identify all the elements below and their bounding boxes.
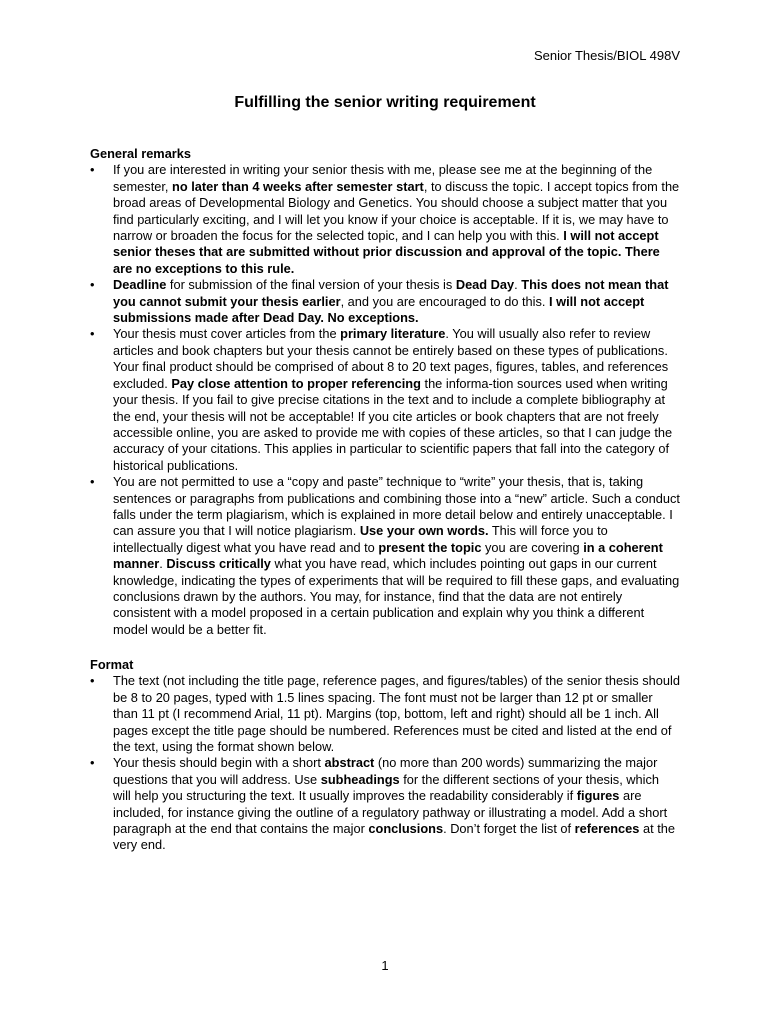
text-run: are included, for instance giving the outline of a regulatory pathway or illustrating a model. Add a short paragraph at the end that contains the major bbox=[113, 788, 668, 837]
text-run: you are covering bbox=[481, 539, 584, 555]
text-run: . You will usually also refer to review articles and book chapters but your thesis cannot be entirely based on these types of publications. Your final product should be comprised of about 8 to 20 text pages, figures, tables, and references excluded. bbox=[113, 326, 669, 391]
text-run: . bbox=[514, 277, 522, 293]
document-title: Fulfilling the senior writing requirement bbox=[234, 94, 536, 111]
text-run: for the different sections of your thesis, which will help you structuring the text. It usually improves the readability considerably if bbox=[113, 771, 660, 804]
bold-text-run: subheadings bbox=[320, 771, 400, 787]
section-heading-general: General remarks bbox=[90, 146, 192, 161]
bullet-item bbox=[90, 277, 680, 326]
bullet-item bbox=[90, 474, 680, 638]
text-run: . Don’t forget the list of bbox=[443, 821, 575, 837]
text-run: for submission of the final version of your thesis is bbox=[166, 277, 456, 293]
text-run: You are not permitted to use a “copy and paste” technique to “write” your thesis, that is, taking sentences or paragraphs from publications and combining those into a “new” article. Such a conduct falls under the term plagiarism, which is explained in more detail below and entirely unacceptable. I can assure you that I will notice plagiarism. bbox=[113, 474, 680, 539]
bullet-item bbox=[90, 673, 680, 755]
format-section bbox=[90, 657, 680, 854]
bold-text-run: Dead Day bbox=[455, 277, 515, 293]
text-run: , to discuss the topic. I accept topics from the broad areas of Developmental Biology and Genetics. You should choose a subject matter that you find particularly exciting, and I will let you know if your choice is acceptable. If it is, we may have to narrow or broaden the focus for the selected topic, and I can help you with this. bbox=[113, 178, 680, 244]
bold-text-run: Pay close attention to proper referencing bbox=[171, 375, 421, 391]
text-run: The text (not including the title page, reference pages, and figures/tables) of the senior thesis should be 8 to 20 pages, typed with 1.5 lines spacing. The font must not be larger than 12 pt or smaller than 11 pt (I recommend Arial, 11 pt). Margins (top, bottom, left and right) should all be 1 inch. All pages except the title page should be numbered. References must be cited and listed at the end of the text, using the format shown below. bbox=[113, 673, 680, 755]
general-remarks-list bbox=[90, 162, 680, 638]
format-list bbox=[90, 673, 680, 853]
text-run: If you are interested in writing your senior thesis with me, please see me at the beginning of the semester, bbox=[113, 162, 653, 194]
text-run: the informa-tion sources used when writing your thesis. If you fail to give precise citations in the text and to include a complete bibliography at the end, your thesis will not be acceptable! If you cite articles or book chapters that are not freely accessible online, you are asked to provide me with copies of these articles, so that I can judge the accuracy of your citations. This applies in particular to scientific papers that fall into the category of historical publications. bbox=[113, 375, 673, 473]
bullet-item bbox=[90, 162, 680, 277]
bold-text-run: references bbox=[574, 821, 640, 837]
general-remarks-section bbox=[90, 146, 680, 638]
bullet-item bbox=[90, 326, 680, 474]
bold-text-run: in a coherent manner bbox=[113, 539, 663, 572]
text-run: This will force you to intellectually digest what you have read and to bbox=[113, 523, 608, 555]
running-header: Senior Thesis/BIOL 498V bbox=[534, 48, 680, 63]
page-number: 1 bbox=[381, 958, 389, 973]
bold-text-run: present the topic bbox=[378, 539, 482, 555]
bold-text-run: This does not mean that you cannot submit your thesis earlier bbox=[113, 277, 669, 309]
section-heading-format: Format bbox=[90, 657, 134, 672]
bold-text-run: figures bbox=[576, 788, 620, 804]
bullet-item bbox=[90, 755, 680, 853]
bold-text-run: primary literature bbox=[340, 326, 446, 342]
bold-text-run: Deadline bbox=[113, 277, 167, 293]
bold-text-run: Discuss critically bbox=[166, 556, 271, 572]
text-run: . bbox=[159, 556, 167, 572]
text-run: what you have read, which includes pointing out gaps in our current knowledge, indicating the types of experiments that will be required to fill these gaps, and evaluating conclusions drawn by the authors. You may, for instance, find that the data are not entirely consistent with a model proposed in a certain publication and explain why you think a different model would be a better fit. bbox=[113, 556, 680, 637]
text-run: , and you are encouraged to do this. bbox=[340, 293, 550, 309]
bold-text-run: I will not accept submissions made after Dead Day. No exceptions. bbox=[113, 293, 645, 326]
bold-text-run: abstract bbox=[324, 755, 375, 771]
text-run: Your thesis should begin with a short bbox=[113, 755, 325, 771]
bold-text-run: I will not accept senior theses that are submitted without prior discussion and approval of the topic. There are no exceptions to this rule. bbox=[113, 228, 660, 276]
text-run: Your thesis must cover articles from the bbox=[113, 326, 341, 342]
text-run: (no more than 200 words) summarizing the major questions that you will address. Use bbox=[113, 755, 658, 787]
text-run: at the very end. bbox=[113, 821, 675, 853]
bold-text-run: Use your own words. bbox=[359, 523, 489, 539]
bold-text-run: conclusions bbox=[368, 821, 444, 837]
bold-text-run: no later than 4 weeks after semester start bbox=[172, 178, 424, 194]
